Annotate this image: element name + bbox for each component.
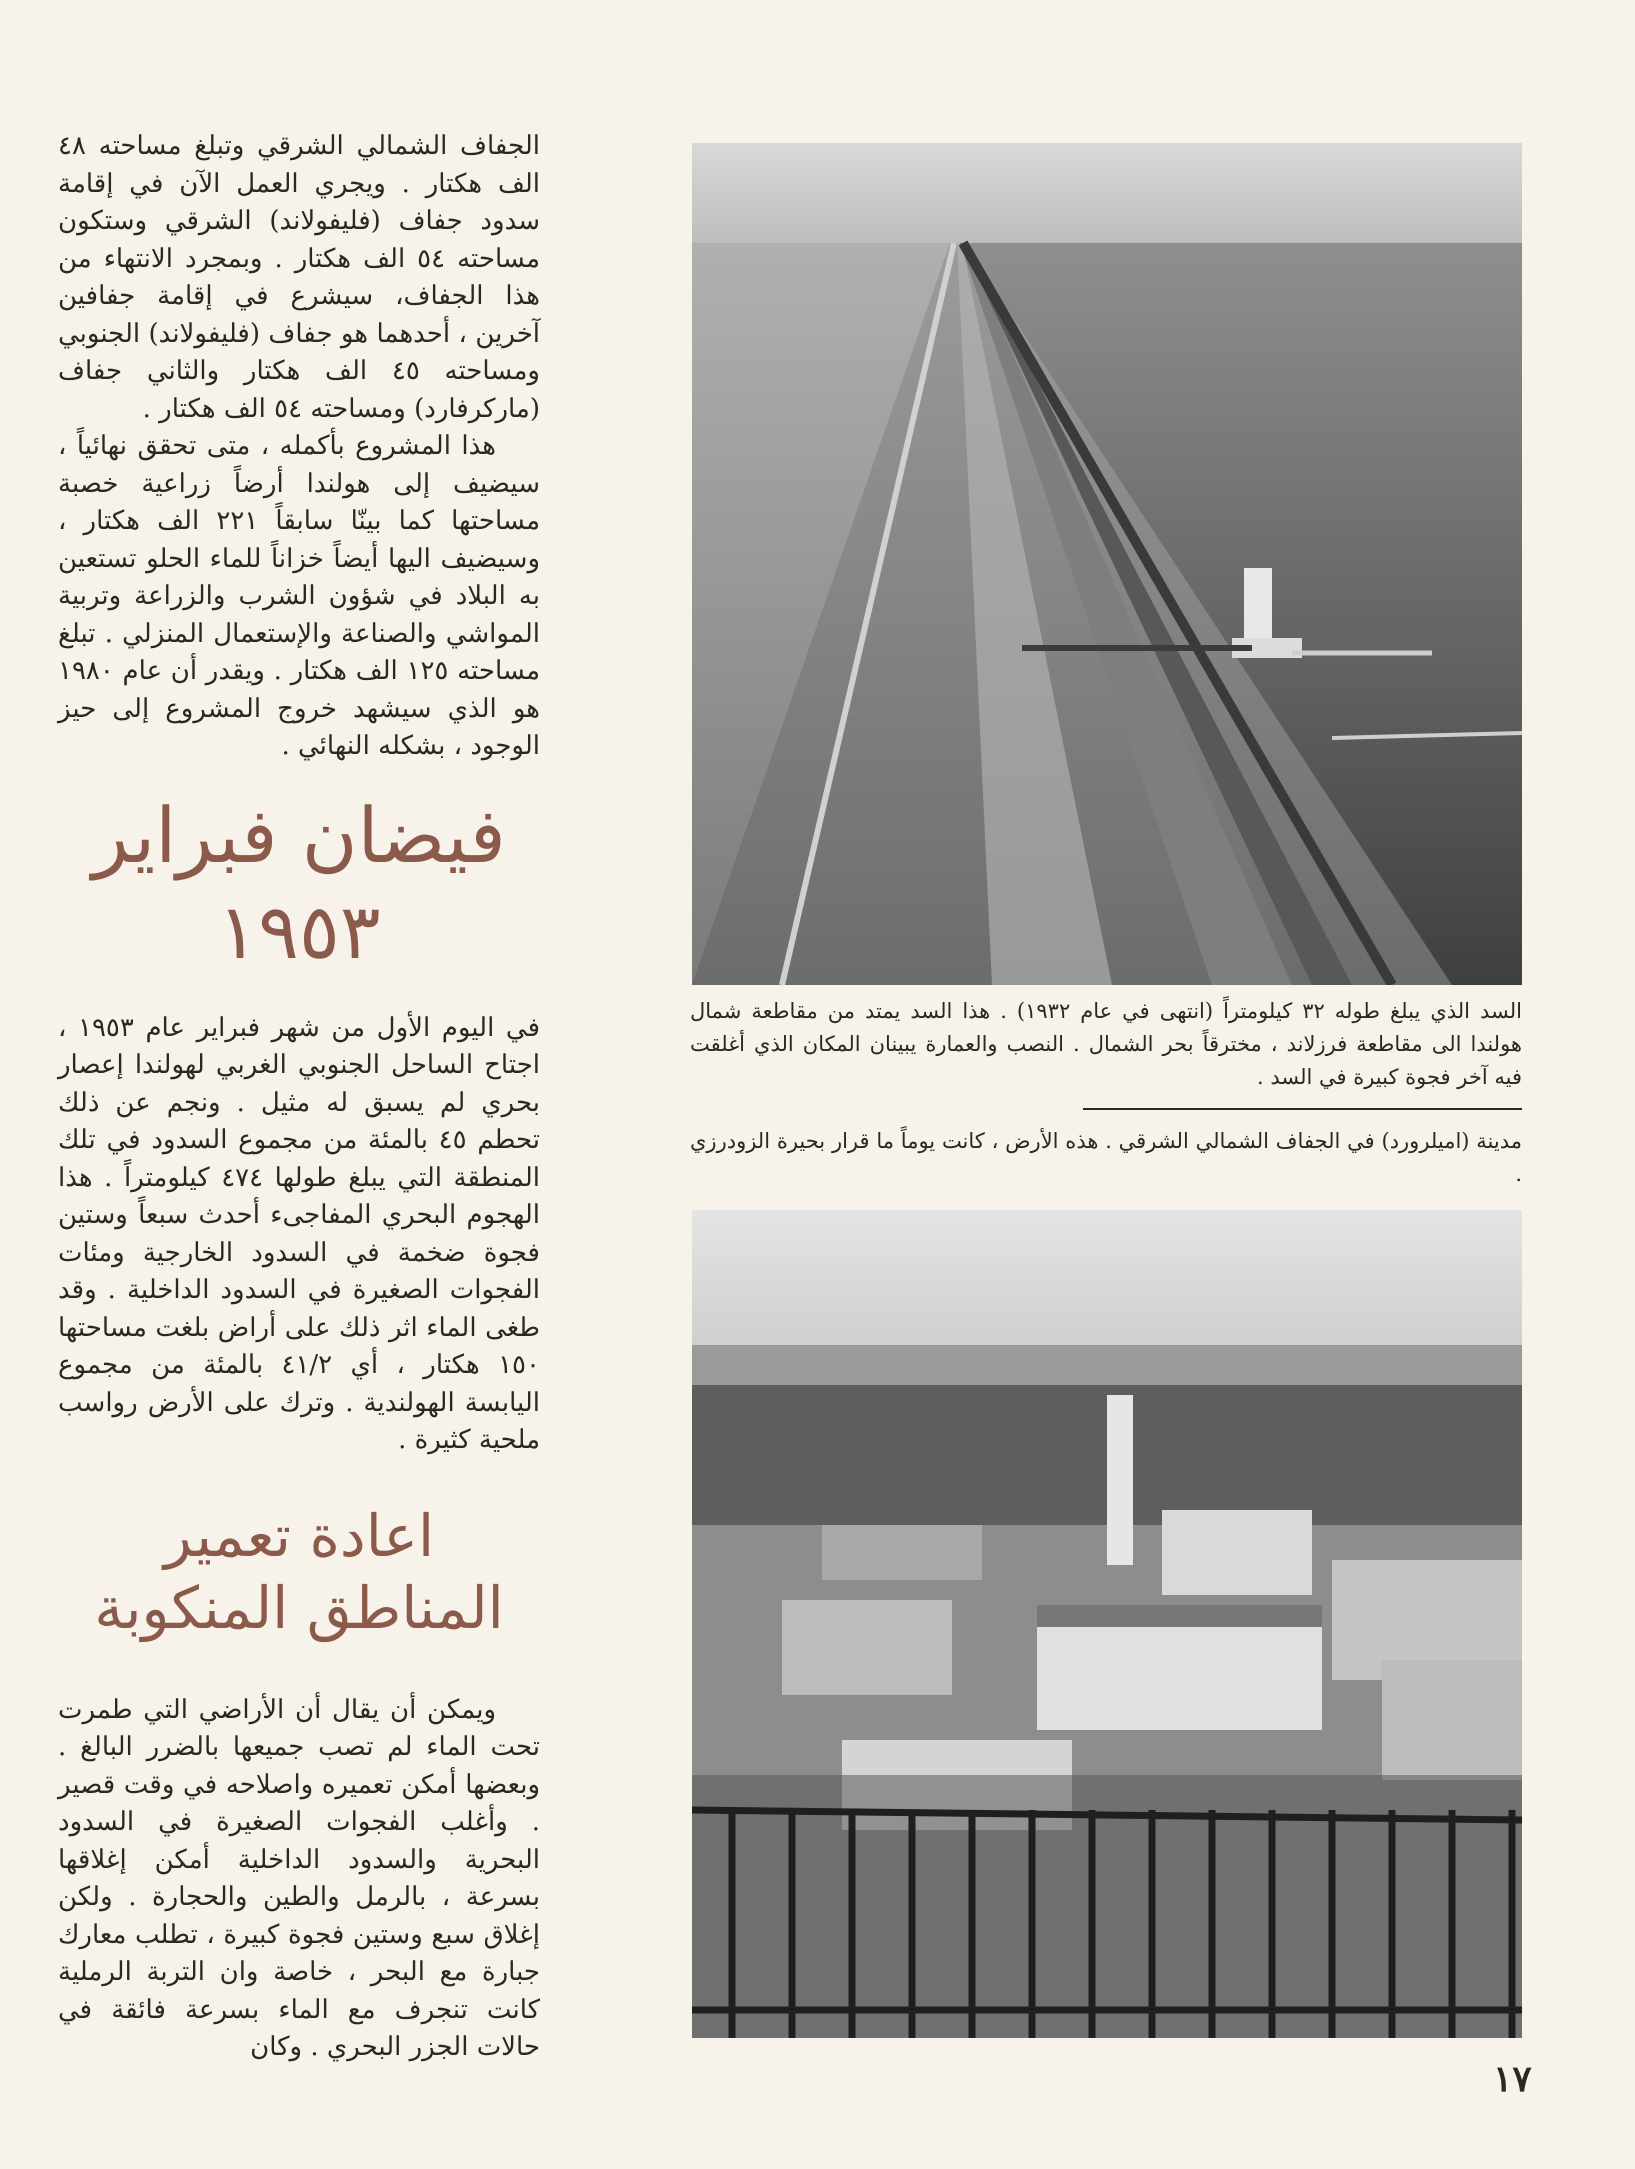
- town-aerial-photo: [692, 1210, 1522, 2038]
- dam-photo-caption: السد الذي يبلغ طوله ٣٢ كيلومتراً (انتهى في عام ١٩٣٢) . هذا السد يمتد من مقاطعة شمال هولندا الى مقاطعة فرزلاند ، مخترقاً بحر الشمال . النصب والعمارة يبينان المكان الذي أغلقت فيه آخر فجوة كبيرة في السد .: [690, 999, 1522, 1089]
- caption-divider: [1083, 1108, 1522, 1110]
- article-paragraph: ويمكن أن يقال أن الأراضي التي طمرت تحت الماء لم تصب جميعها بالضرر البالغ . وبعضها أمكن تعميره واصلاحه في وقت قصير . وأغلب الفجوات الصغيرة في السدود البحرية والسدود الداخلية أمكن إغلاقها بسرعة ، بالرمل والطين والحجارة . ولكن إغلاق سبع وستين فجوة كبيرة ، تطلب معارك جبارة مع البحر ، خاصة وان التربة الرملية كانت تنجرف مع الماء بسرعة فائقة في حالات الجزر البحري . وكان: [58, 1694, 540, 2062]
- article-text-column: [58, 128, 540, 2067]
- page-number: ١٧: [1493, 2058, 1532, 2100]
- section-heading-rebuild-line1: اعادة تعمير: [163, 1501, 435, 1570]
- town-photo-caption: مدينة (اميلرورد) في الجفاف الشمالي الشرقي . هذه الأرض ، كانت يوماً ما قرار بحيرة الزودرزي .: [690, 1129, 1522, 1186]
- section-heading-rebuild-line2: المناطق المنكوبة: [94, 1573, 504, 1642]
- section-heading-rebuild: [58, 1500, 540, 1644]
- article-paragraph: الجفاف الشمالي الشرقي وتبلغ مساحته ٤٨ الف هكتار . ويجري العمل الآن في إقامة سدود جفاف (فليفولاند) الشرقي وستكون مساحته ٥٤ الف هكتار . وبمجرد الانتهاء من هذا الجفاف، سيشرع في إقامة جفافين آخرين ، أحدهما هو جفاف (فليفولاند) الجنوبي ومساحته ٤٥ الف هكتار والثاني جفاف (ماركرفارد) ومساحته ٥٤ الف هكتار .: [58, 131, 540, 424]
- article-paragraph: هذا المشروع بأكمله ، متى تحقق نهائياً ، سيضيف إلى هولندا أرضاً زراعية خصبة مساحتها كما بينّا سابقاً ٢٢١ الف هكتار ، وسيضيف اليها أيضاً خزاناً للماء الحلو تستعين به البلاد في شؤون الشرب والزراعة وتربية المواشي والصناعة والإستعمال المنزلي . تبلغ مساحته ١٢٥ الف هكتار . ويقدر أن عام ١٩٨٠ هو الذي سيشهد خروج المشروع إلى حيز الوجود ، بشكله النهائي .: [58, 431, 541, 761]
- dam-aerial-photo: [692, 143, 1522, 985]
- section-heading-flood: فيضان فبراير ١٩٥٣: [92, 790, 506, 976]
- article-paragraph: في اليوم الأول من شهر فبراير عام ١٩٥٣ ، اجتاح الساحل الجنوبي الغربي لهولندا إعصار بحري لم يسبق له مثيل . ونجم عن ذلك تحطم ٤٥ بالمئة من مجموع السدود في تلك المنطقة التي يبلغ طولها ٤٧٤ كيلومتراً . هذا الهجوم البحري المفاجىء أحدث سبعاً وستين فجوة ضخمة في السدود الخارجية ومئات الفجوات الصغيرة في السدود الداخلية . وقد طغى الماء اثر ذلك على أراض بلغت مساحتها ١٥٠ هكتار ، أي ٤١/٢ بالمئة من مجموع اليابسة الهولندية . وترك على الأرض رواسب ملحية كثيرة .: [58, 1012, 541, 1455]
